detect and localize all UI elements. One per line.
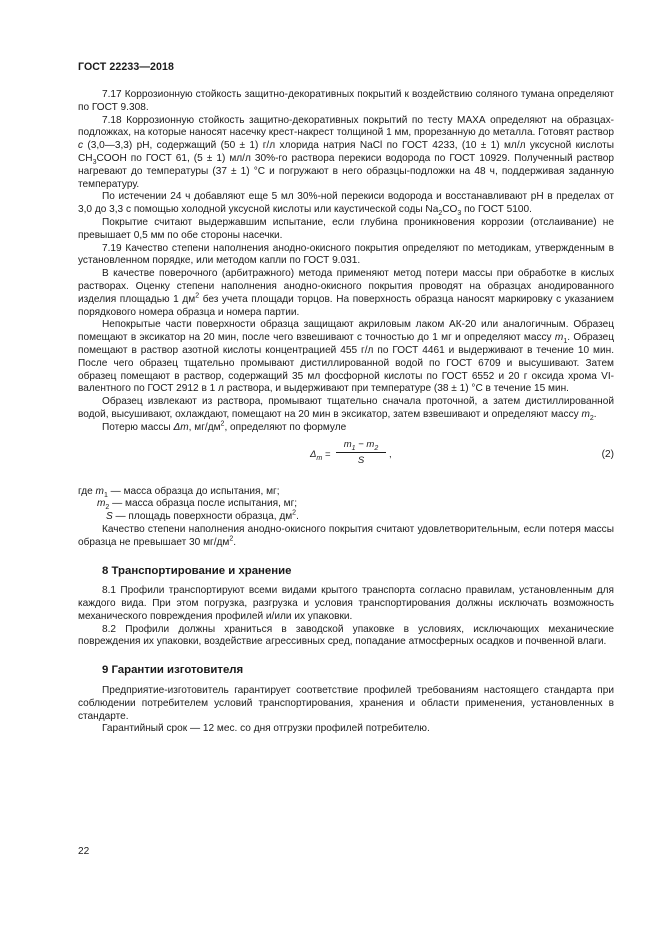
formula-lhs: $\Delta_m$ = [310, 448, 331, 462]
page-number: 22 [78, 846, 90, 857]
paragraph-coating-pass: Покрытие считают выдержавшим испытание, если глубина проникновения коррозии (отслаивание) не превышает 0,5 мм по обе стороны насечки. [78, 216, 614, 241]
section-9-title: 9 Гарантии изготовителя [102, 664, 244, 677]
legend-m1: где $m_1$ — масса образца до испытания, мг; [78, 485, 280, 499]
formula-number: (2) [601, 448, 614, 460]
paragraph-7-19: 7.19 Качество степени наполнения анодно-окисного покрытия определяют по методикам, утвержденным в установленном порядке, или методом капли по ГОСТ 9.031. [78, 242, 614, 267]
paragraph-uncoated-parts: Непокрытые части поверхности образца защищают акриловым лаком АК-20 или аналогичным. Образец помещают в эксикатор на 20 мин, после чего взвешивают с точностью до 1 мг и определяют массу $m_1$. Образец помещают в раствор азотной кислоты концентрацией 455 г/л по ГОСТ 4461 и выдерживают в течение 10 мин. После чего образец тщательно промывают дистиллированной водой по ГОСТ 6709 и высушивают. Затем образец помещают в раствор, содержащий 35 мл фосфорной кислоты по ГОСТ 6552 и 20 г оксида хрома VI-валентного по ГОСТ 2912 в 1 л раствора, и выдерживают при температуре (38 ± 1) °С в течение 15 мин. [78, 319, 614, 395]
paragraph-7-18: 7.18 Коррозионную стойкость защитно-декоративных покрытий по тесту МАХА определяют на образцах-подложках, на которые наносят насечку крест-накрест толщиной 1 мм, прорезанную до металла. Готовят раствор c (3,0—3,3) рН, содержащий (50 ± 1) г/л хлорида натрия NaCl по ГОСТ 4233, (10 ± 1) мл/л уксусной кислоты $CH_3COOH$ по ГОСТ 61, (5 ± 1) мл/л 30%-го раствора перекиси водорода по ГОСТ 10929. Полученный раствор нагревают до температуры (37 ± 1) °С и погружают в него образцы-подложки на 48 ч, поддерживая заданную температуру. [78, 114, 614, 190]
formula-legend [78, 486, 614, 524]
legend-s: S — площадь поверхности образца, $дм^2$. [106, 509, 299, 523]
formula-denominator: S [357, 454, 365, 466]
paragraph-7-17: 7.17 Коррозионную стойкость защитно-декоративных покрытий к воздействию соляного тумана определяют по ГОСТ 9.308. [78, 89, 614, 113]
formula-numerator: $m_1 - m_2$ [343, 438, 379, 452]
paragraph-24h: По истечении 24 ч добавляют еще 5 мл 30%-ной перекиси водорода и восстанавливают рН в пределах от 3,0 до 3,3 с помощью холодной уксусной кислоты или каустической соды $Na_2CO_3$ по ГОСТ 5100. [78, 191, 614, 218]
formula-2: $\Delta_m$ = $m_1 - m_2$ S , (2) [310, 438, 614, 466]
paragraph-9-2: Гарантийный срок — 12 мес. со дня отгрузки профилей потребителю. [102, 723, 430, 735]
paragraph-quality-criterion: Качество степени наполнения анодно-окисного покрытия считают удовлетворительным, если потеря массы образца не превышает 30 $мг/дм^2$. [78, 523, 614, 548]
paragraph-9-1: Предприятие-изготовитель гарантирует соответствие профилей требованиям настоящего стандарта при соблюдении потребителем условий транспортирования, хранения и области применения, установленных в стандарте. [78, 685, 614, 722]
document-body [78, 89, 614, 736]
section-8-title: 8 Транспортирование и хранение [102, 564, 292, 577]
paragraph-arbitration: В качестве поверочного (арбитражного) метода применяют метод потери массы при обработке в кислых растворах. Оценку степени наполнения анодно-окисного покрытия проводят на образцах анодированного изделия площадью 1 $дм^2$ без учета площади торцов. На поверхность образца наносят маркировку с указанием порядкового номера образца и номера партии. [78, 268, 614, 318]
paragraph-sample-removed: Образец извлекают из раствора, промывают тщательно сначала проточной, а затем дистиллированной водой, высушивают, охлаждают, помещают на 20 мин в эксикатор, затем взвешивают и определяют массу $m_2$. [78, 396, 614, 422]
formula-fraction-bar [336, 452, 386, 453]
paragraph-8-2: 8.2 Профили должны храниться в заводской упаковке в условиях, исключающих механические повреждения их упаковки, воздействие агрессивных сред, попадание атмосферных осадков и почвенной влаги. [78, 623, 614, 648]
document-header: ГОСТ 22233—2018 [78, 61, 175, 73]
paragraph-mass-loss: Потерю массы Δm, $мг/дм^2$, определяют по формуле [102, 420, 347, 433]
legend-m2: $m_2$ — масса образца после испытания, мг; [97, 498, 298, 512]
paragraph-8-1: 8.1 Профили транспортируют всеми видами крытого транспорта согласно правилам, установленным для каждого вида. При этом погрузка, разгрузка и условия транспортирования должны исключать возможность механического повреждения профилей и/или их упаковки. [78, 585, 614, 622]
